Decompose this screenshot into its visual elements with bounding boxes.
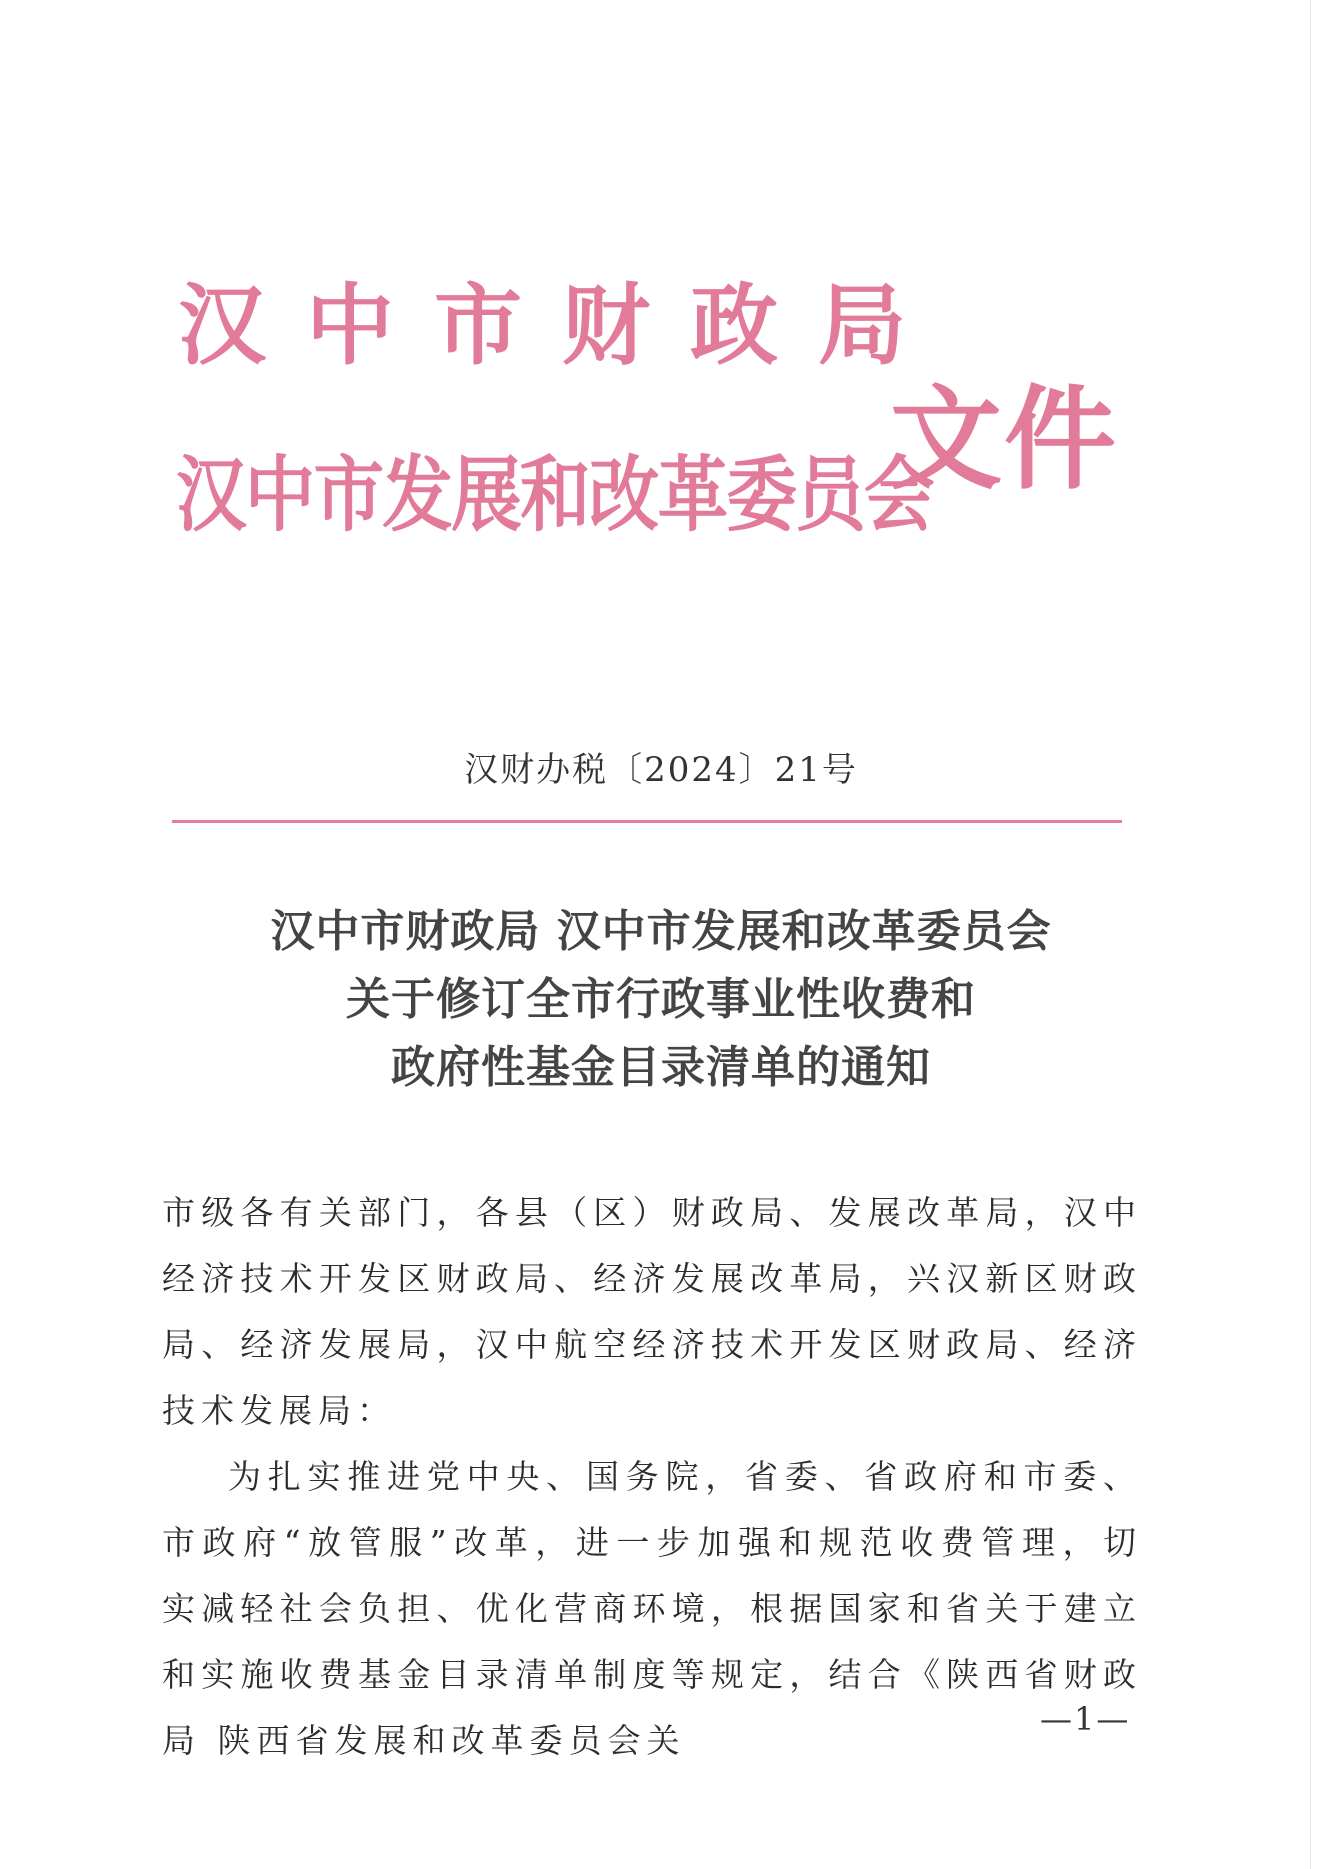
document-body [162,1180,1142,1774]
title-line-2: 关于修订全市行政事业性收费和 [346,974,976,1025]
letterhead-suffix: 文件 [890,374,1118,505]
issuer-finance-bureau: 汉中市财政局 [178,273,947,377]
title-line-1: 汉中市财政局 汉中市发展和改革委员会 [270,906,1052,957]
document-title [0,898,1322,1102]
document-number: 汉财办税〔2024〕21号 [464,750,858,790]
page-number: —1— [1040,1700,1131,1738]
salutation: 市级各有关部门，各县（区）财政局、发展改革局，汉中经济技术开发区财政局、经济发展改革局，兴汉新区财政局、经济发展局，汉中航空经济技术开发区财政局、经济技术发展局： [162,1193,1142,1430]
title-line-3: 政府性基金目录清单的通知 [391,1042,931,1093]
body-paragraph-1: 为扎实推进党中央、国务院，省委、省政府和市委、市政府“放管服”改革，进一步加强和规范收费管理，切实减轻社会负担、优化营商环境，根据国家和省关于建立和实施收费基金目录清单制度等规定，结合《陕西省财政局 陕西省发展和改革委员会关 [162,1457,1142,1760]
page-edge-divider [1310,0,1311,1869]
red-separator-line [172,820,1122,823]
issuer-development-reform-commission: 汉中市发展和改革委员会 [176,447,933,543]
